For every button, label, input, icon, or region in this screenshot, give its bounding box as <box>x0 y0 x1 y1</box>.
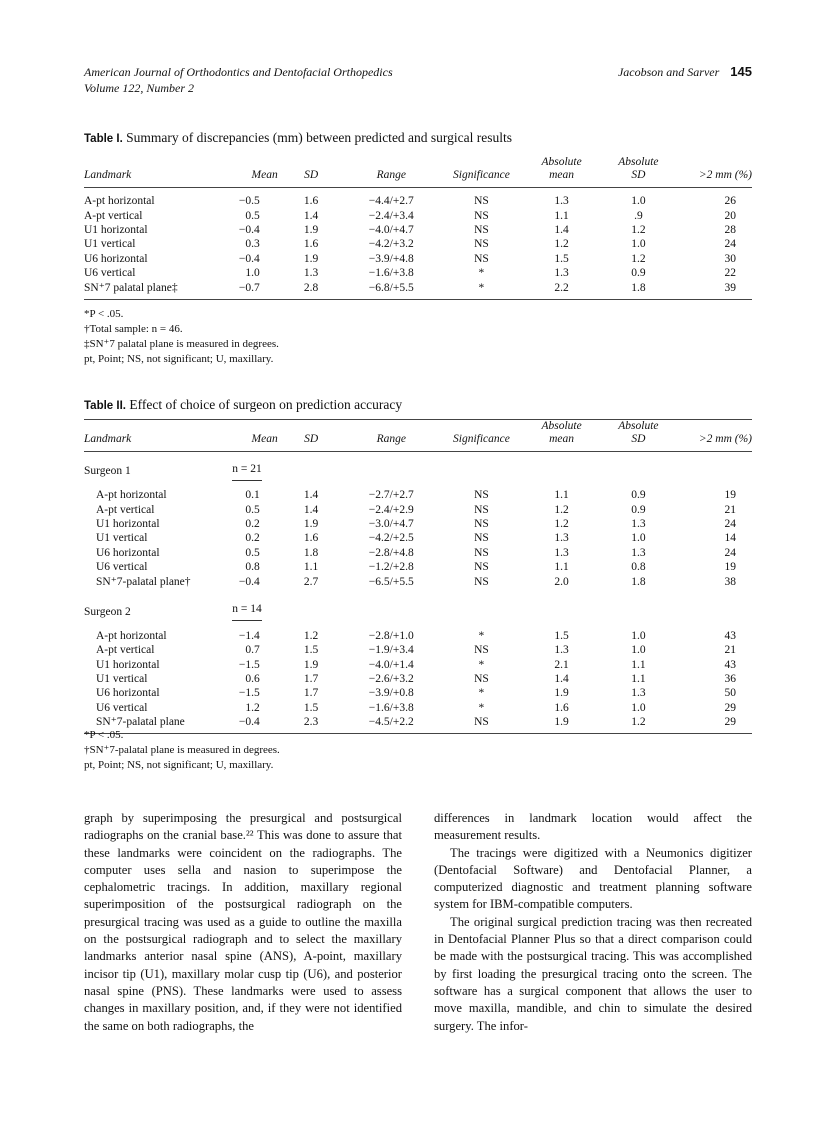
table1 <box>84 156 752 301</box>
landmark-cell: A-pt horizontal <box>96 489 167 502</box>
value-cell: * <box>478 701 485 714</box>
value-cell: −2.8/+4.8 <box>368 546 414 559</box>
value-cell: −1.5 <box>238 687 260 700</box>
value-cell: −2.4/+3.4 <box>368 209 414 222</box>
value-cell: −1.5 <box>238 658 260 671</box>
value-cell: 43 <box>724 629 736 642</box>
value-cell: 0.5 <box>245 209 260 222</box>
value-cell: 1.3 <box>554 195 569 208</box>
landmark-cell: U6 vertical <box>96 701 148 714</box>
group-n: n = 21 <box>232 462 262 481</box>
column-header: Range <box>376 433 406 445</box>
value-cell: 1.2 <box>554 503 569 516</box>
value-cell: NS <box>474 195 489 208</box>
value-cell: NS <box>474 561 489 574</box>
value-cell: −2.8/+1.0 <box>368 629 414 642</box>
value-cell: 2.2 <box>554 281 569 294</box>
table1-caption <box>84 130 512 146</box>
value-cell: NS <box>474 716 489 729</box>
column-header: SD <box>304 433 319 445</box>
value-cell: NS <box>474 575 489 588</box>
value-cell: 0.7 <box>245 644 260 657</box>
body-paragraph: The original surgical prediction tracing was then recreated in Dentofacial Planner Plus so that a direct comparison could be made with the postsurgical tracing. This was accomplished by first loading the presurgical tracing onto the screen. The software has a surgical component that allows the user to move maxilla, mandible, and chin to simulate the desired surgery. The infor- <box>434 914 752 1033</box>
landmark-cell: U1 vertical <box>96 532 148 545</box>
value-cell: 1.1 <box>303 561 319 574</box>
value-cell: −2.4/+2.9 <box>368 503 414 516</box>
body-column-right <box>434 810 752 1035</box>
value-cell: −1.6/+3.8 <box>368 701 414 714</box>
column-header: Significance <box>453 433 510 445</box>
value-cell: 1.3 <box>554 532 569 545</box>
landmark-cell: U1 vertical <box>84 238 136 251</box>
value-cell: 39 <box>724 281 736 294</box>
value-cell: 1.0 <box>631 532 646 545</box>
table-body <box>84 452 752 734</box>
column-header: Mean <box>251 433 278 445</box>
group-n-cell <box>224 452 277 483</box>
value-cell: NS <box>474 673 489 686</box>
value-cell: −3.9/+0.8 <box>368 687 414 700</box>
table2-footnotes <box>84 728 280 773</box>
value-cell: 50 <box>724 687 736 700</box>
page-number: 145 <box>730 64 752 79</box>
value-cell: NS <box>474 489 489 502</box>
column-header: Absolute SD <box>618 420 659 445</box>
landmark-cell: U6 horizontal <box>96 687 160 700</box>
value-cell: NS <box>474 252 489 265</box>
value-cell: 1.8 <box>631 281 646 294</box>
value-cell: NS <box>474 209 489 222</box>
landmark-cell: U1 horizontal <box>96 517 160 530</box>
column-header: Range <box>376 169 406 181</box>
group-row <box>84 452 752 483</box>
value-cell: 0.9 <box>631 489 646 502</box>
value-cell: 2.7 <box>303 575 319 588</box>
running-header-journal <box>84 64 393 96</box>
value-cell: 22 <box>724 267 736 280</box>
value-cell: 1.9 <box>554 716 569 729</box>
value-cell: 28 <box>724 223 736 236</box>
table-row <box>84 482 752 502</box>
table-row <box>84 546 752 560</box>
value-cell: −6.5/+5.5 <box>368 575 414 588</box>
landmark-cell: U6 vertical <box>84 267 136 280</box>
value-cell: * <box>478 267 485 280</box>
value-cell: 26 <box>724 195 736 208</box>
landmark-cell: SN⁺7 palatal plane‡ <box>84 281 178 294</box>
value-cell: 1.0 <box>631 195 646 208</box>
landmark-cell: U1 horizontal <box>84 223 148 236</box>
landmark-cell: A-pt horizontal <box>84 195 155 208</box>
table1-label: Table I. <box>84 133 123 145</box>
value-cell: NS <box>474 238 489 251</box>
value-cell: NS <box>474 223 489 236</box>
footnote: †SN⁺7-palatal plane is measured in degrees. <box>84 744 280 756</box>
journal-name: American Journal of Orthodontics and Dentofacial Orthopedics <box>84 65 393 79</box>
value-cell: 2.1 <box>554 658 569 671</box>
value-cell: 1.6 <box>554 701 569 714</box>
value-cell: 1.3 <box>554 267 569 280</box>
value-cell: 21 <box>724 503 736 516</box>
column-header: Absolute mean <box>541 420 582 445</box>
value-cell: −4.2/+2.5 <box>368 532 414 545</box>
value-cell: 1.1 <box>631 673 646 686</box>
value-cell: 1.4 <box>554 673 569 686</box>
value-cell: 1.1 <box>554 489 569 502</box>
value-cell: 0.2 <box>245 517 260 530</box>
value-cell: 1.6 <box>303 532 319 545</box>
table-row <box>84 188 752 209</box>
value-cell: 1.4 <box>303 489 319 502</box>
value-cell: −0.5 <box>238 195 260 208</box>
table-row <box>84 560 752 574</box>
value-cell: 1.5 <box>303 701 319 714</box>
running-header-right <box>618 64 752 80</box>
value-cell: 1.2 <box>554 238 569 251</box>
group-row <box>84 593 752 623</box>
value-cell: 1.2 <box>631 223 646 236</box>
table2-label: Table II. <box>84 400 126 412</box>
value-cell: 2.8 <box>303 281 319 294</box>
group-label: Surgeon 1 <box>84 465 131 477</box>
footnote: ‡SN⁺7 palatal plane is measured in degrees. <box>84 338 279 350</box>
landmark-cell: SN⁺7-palatal plane <box>96 716 185 729</box>
table-body <box>84 188 752 300</box>
value-cell: −6.8/+5.5 <box>368 281 414 294</box>
table-row <box>84 237 752 251</box>
value-cell: 14 <box>724 532 736 545</box>
table1-footnotes <box>84 307 279 367</box>
value-cell: 20 <box>724 209 736 222</box>
value-cell: −4.4/+2.7 <box>368 195 414 208</box>
footnote: *P < .05. <box>84 729 124 741</box>
footnote: †Total sample: n = 46. <box>84 323 183 335</box>
group-label: Surgeon 2 <box>84 605 131 618</box>
value-cell: 24 <box>724 546 736 559</box>
value-cell: * <box>478 687 485 700</box>
value-cell: 1.7 <box>303 673 319 686</box>
group-n: n = 14 <box>232 602 262 621</box>
landmark-cell: SN⁺7-palatal plane† <box>96 575 191 588</box>
value-cell: 1.3 <box>631 517 646 530</box>
landmark-cell: A-pt horizontal <box>96 629 167 642</box>
value-cell: 0.6 <box>245 673 260 686</box>
value-cell: * <box>478 281 485 294</box>
empty-cell <box>278 593 752 623</box>
value-cell: 1.9 <box>554 687 569 700</box>
value-cell: 1.3 <box>554 644 569 657</box>
value-cell: 1.2 <box>631 716 646 729</box>
journal-volume: Volume 122, Number 2 <box>84 81 194 95</box>
value-cell: * <box>478 629 485 642</box>
landmark-cell: A-pt vertical <box>96 644 155 657</box>
value-cell: 1.4 <box>303 209 319 222</box>
value-cell: 1.0 <box>631 701 646 714</box>
landmark-cell: U1 horizontal <box>96 658 160 671</box>
table-row <box>84 643 752 657</box>
value-cell: 29 <box>724 716 736 729</box>
value-cell: * <box>478 658 485 671</box>
empty-cell <box>278 452 752 483</box>
header-row <box>84 156 752 188</box>
value-cell: −0.7 <box>238 281 260 294</box>
value-cell: −3.0/+4.7 <box>368 517 414 530</box>
landmark-cell: A-pt vertical <box>84 209 143 222</box>
column-header: Significance <box>453 169 510 181</box>
landmark-cell: U6 horizontal <box>84 252 148 265</box>
footnote: pt, Point; NS, not significant; U, maxillary. <box>84 759 274 771</box>
table-row <box>84 531 752 545</box>
value-cell: 1.2 <box>303 629 319 642</box>
value-cell: 43 <box>724 658 736 671</box>
value-cell: 36 <box>724 673 736 686</box>
table-row <box>84 252 752 266</box>
value-cell: 30 <box>724 252 736 265</box>
value-cell: −0.4 <box>238 223 260 236</box>
value-cell: 1.3 <box>631 546 646 559</box>
table-row <box>84 701 752 715</box>
rule-row <box>84 299 752 301</box>
value-cell: 1.1 <box>631 658 646 671</box>
header-row <box>84 420 752 452</box>
value-cell: 1.7 <box>303 687 319 700</box>
body-paragraph: differences in landmark location would affect the measurement results. <box>434 811 752 843</box>
value-cell: −4.0/+4.7 <box>368 223 414 236</box>
value-cell: 0.8 <box>245 561 260 574</box>
value-cell: −1.6/+3.8 <box>368 267 414 280</box>
landmark-cell: A-pt vertical <box>96 503 155 516</box>
value-cell: −4.5/+2.2 <box>368 716 414 729</box>
value-cell: 1.0 <box>631 644 646 657</box>
table-row <box>84 658 752 672</box>
value-cell: 0.9 <box>631 503 646 516</box>
value-cell: 1.0 <box>631 629 646 642</box>
value-cell: 24 <box>724 517 736 530</box>
value-cell: 0.1 <box>245 489 260 502</box>
authors: Jacobson and Sarver <box>617 65 720 79</box>
table-row <box>84 266 752 280</box>
table-row <box>84 517 752 531</box>
value-cell: −1.4 <box>238 629 260 642</box>
value-cell: 19 <box>724 561 736 574</box>
landmark-cell: U1 vertical <box>96 673 148 686</box>
value-cell: −3.9/+4.8 <box>368 252 414 265</box>
value-cell: 1.3 <box>631 687 646 700</box>
value-cell: 1.5 <box>554 252 569 265</box>
footnote: pt, Point; NS, not significant; U, maxillary. <box>84 353 274 365</box>
column-header: Absolute mean <box>541 156 582 181</box>
value-cell: .9 <box>634 209 643 222</box>
value-cell: −0.4 <box>238 575 260 588</box>
table-row <box>84 672 752 686</box>
value-cell: 1.8 <box>303 546 319 559</box>
value-cell: 1.3 <box>303 267 319 280</box>
table2 <box>84 419 752 735</box>
value-cell: 2.3 <box>303 716 319 729</box>
value-cell: NS <box>474 644 489 657</box>
column-header: Absolute SD <box>618 156 659 181</box>
value-cell: 0.8 <box>631 561 646 574</box>
value-cell: NS <box>474 517 489 530</box>
value-cell: 1.4 <box>303 503 319 516</box>
value-cell: 1.0 <box>631 238 646 251</box>
value-cell: −0.4 <box>238 252 260 265</box>
value-cell: −0.4 <box>238 716 260 729</box>
value-cell: 1.9 <box>303 252 319 265</box>
value-cell: 1.2 <box>631 252 646 265</box>
value-cell: 0.5 <box>245 546 260 559</box>
value-cell: NS <box>474 503 489 516</box>
value-cell: NS <box>474 546 489 559</box>
value-cell: −2.7/+2.7 <box>368 489 414 502</box>
body-column-left <box>84 810 402 1035</box>
value-cell: −1.9/+3.4 <box>368 644 414 657</box>
value-cell: −2.6/+3.2 <box>368 673 414 686</box>
value-cell: 1.1 <box>554 209 569 222</box>
table-row <box>84 280 752 299</box>
value-cell: NS <box>474 532 489 545</box>
value-cell: 1.5 <box>554 629 569 642</box>
value-cell: 0.5 <box>245 503 260 516</box>
group-n-cell <box>224 593 277 623</box>
table-row <box>84 502 752 516</box>
value-cell: 0.3 <box>245 238 260 251</box>
value-cell: 1.8 <box>631 575 646 588</box>
value-cell: 1.3 <box>554 546 569 559</box>
table-header <box>84 420 752 452</box>
landmark-cell: U6 vertical <box>96 561 148 574</box>
value-cell: 1.2 <box>554 517 569 530</box>
body-paragraph: graph by superimposing the presurgical and postsurgical radiographs on the cranial base.²² This was done to assure that these landmarks were coincident on the radiographs. The computer uses sella and nasion to superimpose the cephalometric tracings. In addition, maxillary regional superimposition of the postsurgical radiograph on the presurgical tracing was used as a guide to outline the maxilla on the postsurgical radiograph and to select the maxillary landmarks anterior nasal spine (ANS), A-point, maxillary incisor tip (U1), maxillary molar cusp tip (U6), and posterior nasal spine (PNS). These landmarks were used to assess changes in maxillary position, and, if they were not identified the same on both radiographs, the <box>84 811 402 1033</box>
table-bottom-rule <box>84 299 752 301</box>
value-cell: 0.9 <box>631 267 646 280</box>
table-header <box>84 156 752 188</box>
value-cell: 29 <box>724 701 736 714</box>
table2-caption <box>84 397 402 413</box>
column-header: Landmark <box>84 433 132 445</box>
value-cell: −1.2/+2.8 <box>368 561 414 574</box>
body-paragraph: The tracings were digitized with a Neumonics digitizer (Dentofacial Software) and Dentofacial Planner, a computerized diagnostic and treatment planning software system for IBM-compatible computers. <box>434 845 752 912</box>
value-cell: 0.2 <box>245 532 260 545</box>
value-cell: 1.5 <box>303 644 319 657</box>
value-cell: 1.6 <box>303 195 319 208</box>
value-cell: 24 <box>724 238 736 251</box>
table-row <box>84 208 752 222</box>
value-cell: 19 <box>724 489 736 502</box>
column-header: Mean <box>251 169 278 181</box>
value-cell: 21 <box>724 644 736 657</box>
table-row <box>84 623 752 643</box>
column-header: SD <box>304 169 319 181</box>
column-header: Landmark <box>84 169 132 181</box>
table1-title: Summary of discrepancies (mm) between predicted and surgical results <box>126 130 513 145</box>
column-header: >2 mm (%) <box>698 433 752 445</box>
column-header: >2 mm (%) <box>698 169 752 181</box>
value-cell: 1.6 <box>303 238 319 251</box>
value-cell: 1.4 <box>554 223 569 236</box>
rule-cell <box>84 299 752 301</box>
table-row <box>84 574 752 592</box>
table2-title: Effect of choice of surgeon on prediction accuracy <box>129 397 403 412</box>
value-cell: 1.9 <box>303 223 319 236</box>
value-cell: 1.2 <box>245 701 260 714</box>
value-cell: −4.0/+1.4 <box>368 658 414 671</box>
table-row <box>84 223 752 237</box>
value-cell: 1.1 <box>554 561 569 574</box>
value-cell: −4.2/+3.2 <box>368 238 414 251</box>
table-row <box>84 686 752 700</box>
value-cell: 1.9 <box>303 658 319 671</box>
value-cell: 2.0 <box>554 575 569 588</box>
landmark-cell: U6 horizontal <box>96 546 160 559</box>
value-cell: 38 <box>724 575 736 588</box>
value-cell: 1.0 <box>245 267 260 280</box>
footnote: *P < .05. <box>84 308 124 320</box>
value-cell: 1.9 <box>303 517 319 530</box>
